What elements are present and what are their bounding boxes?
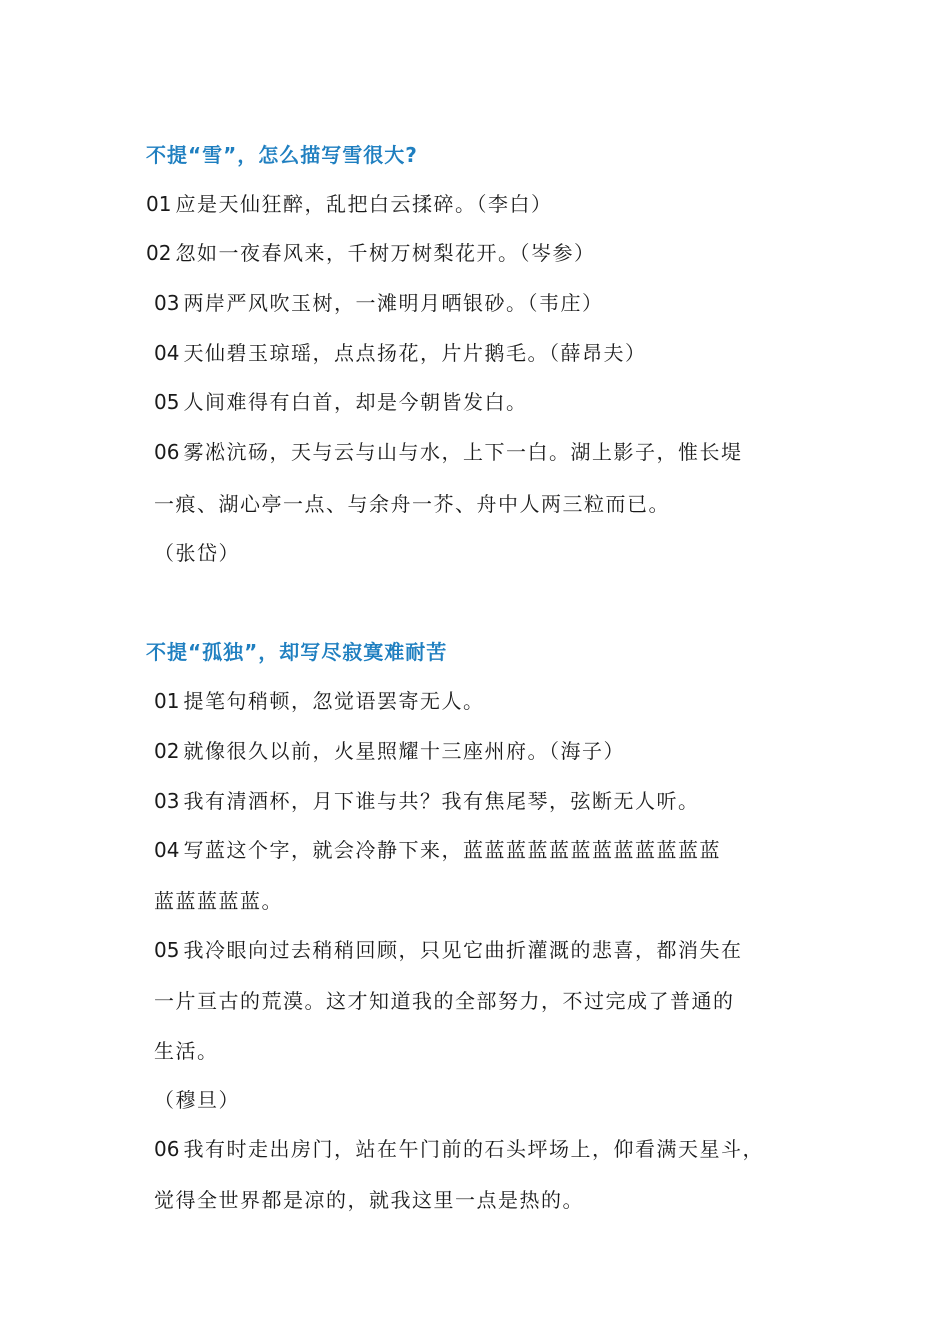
section-heading-snow: 不提“雪”，怎么描写雪很大?	[146, 143, 418, 167]
item-number: 02	[154, 739, 180, 763]
item-number: 05	[154, 938, 180, 962]
list-item	[154, 436, 742, 465]
item-text: 写蓝这个字，就会冷静下来，蓝蓝蓝蓝蓝蓝蓝蓝蓝蓝蓝蓝	[183, 838, 721, 862]
item-number: 06	[154, 440, 180, 464]
section-heading-loneliness: 不提“孤独”，却写尽寂寞难耐苦	[146, 640, 448, 664]
item-text: 人间难得有白首，却是今朝皆发白。	[183, 390, 528, 414]
item-number: 02	[146, 241, 172, 265]
list-item	[146, 237, 595, 266]
item-number: 03	[154, 291, 180, 315]
item-text: 我冷眼向过去稍稍回顾，只见它曲折灌溉的悲喜，都消失在	[183, 938, 743, 962]
list-item	[154, 337, 646, 366]
item-text: 提笔句稍顿，忽觉语罢寄无人。	[183, 689, 485, 713]
item-text: 就像很久以前，火星照耀十三座州府。（海子）	[183, 739, 625, 763]
item-number: 06	[154, 1137, 180, 1161]
item-number: 04	[154, 838, 180, 862]
item-text: 两岸严风吹玉树，一滩明月晒银砂。（韦庄）	[183, 291, 604, 315]
list-item	[154, 386, 527, 415]
item-number: 03	[154, 789, 180, 813]
item-number: 05	[154, 390, 180, 414]
item-text: 忽如一夜春风来，千树万树梨花开。（岑参）	[175, 241, 596, 265]
item-continuation: 一片亘古的荒漠。这才知道我的全部努力，不过完成了普通的	[154, 989, 735, 1013]
item-continuation: 生活。	[154, 1039, 219, 1063]
item-attribution: （穆旦）	[154, 1088, 240, 1112]
item-continuation: 一痕、湖心亭一点、与余舟一芥、舟中人两三粒而已。	[154, 492, 670, 516]
item-text: 应是天仙狂醉，乱把白云揉碎。（李白）	[175, 192, 553, 216]
list-item	[154, 287, 603, 316]
list-item	[154, 1133, 764, 1162]
list-item	[154, 785, 699, 814]
list-item	[154, 685, 484, 714]
list-item	[154, 934, 742, 963]
item-attribution: （张岱）	[154, 541, 240, 565]
list-item	[146, 188, 552, 217]
item-number: 01	[154, 689, 180, 713]
item-continuation: 蓝蓝蓝蓝蓝。	[154, 889, 283, 913]
list-item	[154, 834, 721, 863]
list-item	[154, 735, 625, 764]
item-text: 雾凇沆砀，天与云与山与水，上下一白。湖上影子，惟长堤	[183, 440, 743, 464]
item-text: 我有清酒杯，月下谁与共？我有焦尾琴，弦断无人听。	[183, 789, 700, 813]
item-continuation: 觉得全世界都是凉的，就我这里一点是热的。	[154, 1188, 584, 1212]
item-text: 天仙碧玉琼瑶，点点扬花，片片鹅毛。（薛昂夫）	[183, 341, 647, 365]
item-text: 我有时走出房门，站在午门前的石头坪场上，仰看满天星斗，	[183, 1137, 764, 1161]
item-number: 01	[146, 192, 172, 216]
item-number: 04	[154, 341, 180, 365]
